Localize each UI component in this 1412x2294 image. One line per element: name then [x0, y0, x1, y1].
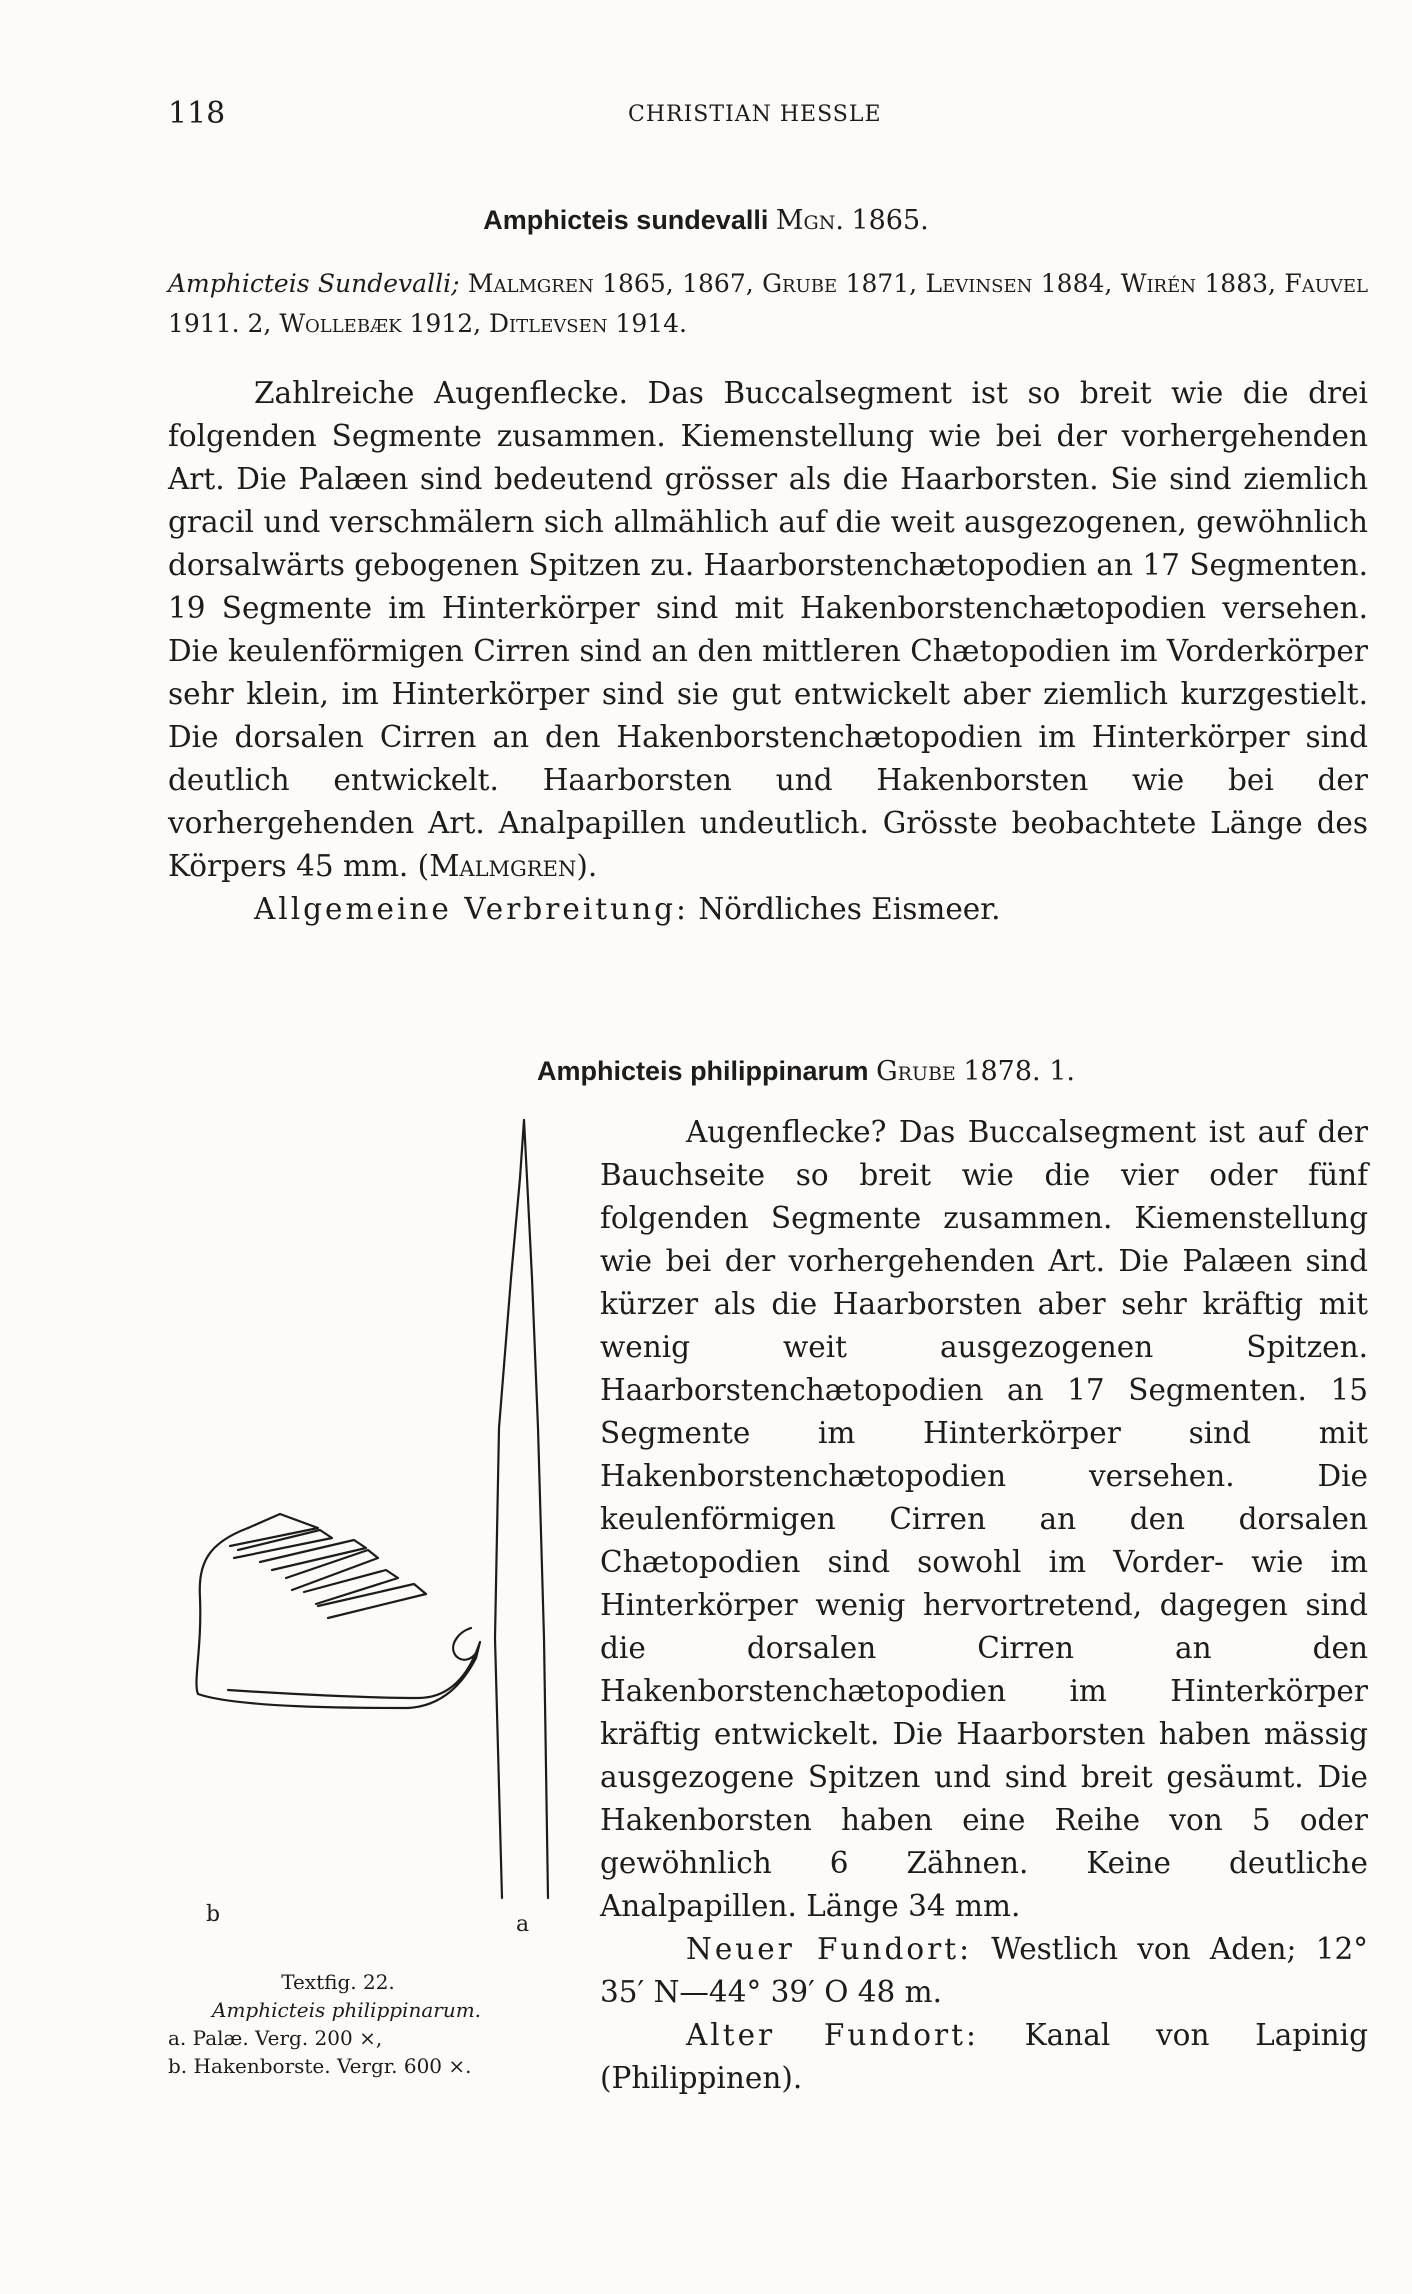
synonymy-years: 1883,: [1196, 269, 1285, 298]
new-locality-label: Neuer Fundort:: [686, 1932, 973, 1966]
synonymy-author: Fauvel: [1284, 269, 1368, 298]
old-locality-value: Kanal von Lapinig (Philippinen).: [600, 2018, 1368, 2095]
distribution: [168, 888, 1368, 931]
synonymy-author: Wollebæk: [279, 309, 402, 338]
distribution-label: Allgemeine Verbreitung:: [254, 892, 689, 926]
paragraph-end: ).: [576, 849, 598, 883]
description-sundevalli: [168, 372, 1368, 931]
figure-label-b: b: [206, 1902, 221, 1927]
description-paragraph: [168, 372, 1368, 888]
paragraph-text: Zahlreiche Augenflecke. Das Buccalsegment ist so breit wie die drei folgenden Segmente zusammen. Kiemenstellung wie bei der vorhergehenden Art. Die Palæen sind bedeutend grösser als die Haarborsten. Sie sind ziemlich gracil und verschmälern sich allmählich auf die weit ausgezogenen, gewöhnlich dorsalwärts gebogenen Spitzen zu. Haarborstenchætopodien an 17 Segmenten. 19 Segmente im Hinterkörper sind mit Hakenborstenchætopodien versehen. Die keulenförmigen Cirren sind an den mittleren Chætopodien im Vorderkörper sehr klein, im Hinterkörper sind sie gut entwickelt aber ziemlich kurzgestielt. Die dorsalen Cirren an den Hakenborstenchætopodien im Hinterkörper sind deutlich entwickelt. Haarborsten und Hakenborsten wie bei der vorhergehenden Art. Analpapillen undeutlich. Grösste beobachtete Länge des Körpers 45 mm. (: [168, 376, 1368, 883]
figure-caption: [168, 1968, 588, 2080]
species-name: Amphicteis philippinarum: [537, 1056, 869, 1086]
caption-b: b. Hakenborste. Vergr. 600 ×.: [168, 2054, 472, 2078]
caption-title: Textfig. 22.: [281, 1970, 395, 1994]
page-number: 118: [168, 96, 226, 131]
synonymy: [168, 264, 1368, 344]
page-header: [168, 96, 1368, 136]
synonymy-author: Ditlevsen: [489, 309, 608, 338]
species-name: Amphicteis sundevalli: [483, 205, 769, 235]
running-head: CHRISTIAN HESSLE: [628, 102, 882, 127]
synonymy-years: 1884,: [1032, 269, 1121, 298]
species-author: Grube: [876, 1056, 956, 1087]
caption-a: a. Palæ. Verg. 200 ×,: [168, 2026, 383, 2050]
text-figure: [168, 1118, 588, 2078]
caption-species: Amphicteis philippinarum.: [212, 1998, 482, 2022]
old-locality: [600, 2014, 1368, 2100]
synonymy-years: 1865, 1867,: [593, 269, 763, 298]
synonymy-years: 1911. 2,: [168, 309, 280, 338]
description-paragraph: Augenflecke? Das Buccalsegment ist auf der Bauchseite so breit wie die vier oder fünf folgenden Segmente zusammen. Kiemenstellung wie bei der vorhergehenden Art. Die Palæen sind kürzer als die Haarborsten aber sehr kräftig mit wenig weit ausgezogenen Spitzen. Haarborstenchætopodien an 17 Segmenten. 15 Segmente im Hinterkörper sind mit Hakenborstenchætopodien versehen. Die keulenförmigen Cirren an den dorsalen Chætopodien sind sowohl im Vorder- wie im Hinterkörper wenig hervortretend, dagegen sind die dorsalen Cirren an den Hakenborstenchætopodien im Hinterkörper kräftig entwickelt. Die Haarborsten haben mässig ausgezogene Spitzen und sind breit gesäumt. Die Hakenborsten haben eine Reihe von 5 oder gewöhnlich 6 Zähnen. Keine deutliche Analpapillen. Länge 34 mm.: [600, 1115, 1368, 1923]
synonymy-name: Amphicteis Sundevalli;: [168, 269, 460, 298]
synonymy-author: Grube: [762, 269, 838, 298]
synonymy-years: 1912,: [401, 309, 489, 338]
species-year: 1878. 1.: [963, 1056, 1075, 1087]
species-author: Mgn.: [775, 205, 844, 236]
synonymy-years: 1914.: [607, 309, 688, 338]
species-year: 1865.: [851, 205, 929, 236]
species-title-sundevalli: [0, 205, 1412, 236]
synonymy-author: Levinsen: [925, 269, 1033, 298]
new-locality: [600, 1928, 1368, 2014]
distribution-value: Nördliches Eismeer.: [688, 892, 1001, 926]
species-title-philippinarum: [100, 1056, 1412, 1087]
figure-drawing: [168, 1118, 588, 1978]
synonymy-author: Wirén: [1120, 269, 1196, 298]
paragraph-author: Malmgren: [429, 849, 577, 883]
old-locality-label: Alter Fundort:: [686, 2018, 979, 2052]
palea-drawing: [495, 1120, 548, 1898]
synonymy-years: 1871,: [837, 269, 926, 298]
description-philippinarum: [600, 1111, 1368, 2100]
synonymy-author: Malmgren: [467, 269, 594, 298]
new-locality-value: Westlich von Aden; 12° 35′ N—44° 39′ O 48 m.: [600, 1932, 1368, 2009]
figure-label-a: a: [516, 1912, 530, 1937]
